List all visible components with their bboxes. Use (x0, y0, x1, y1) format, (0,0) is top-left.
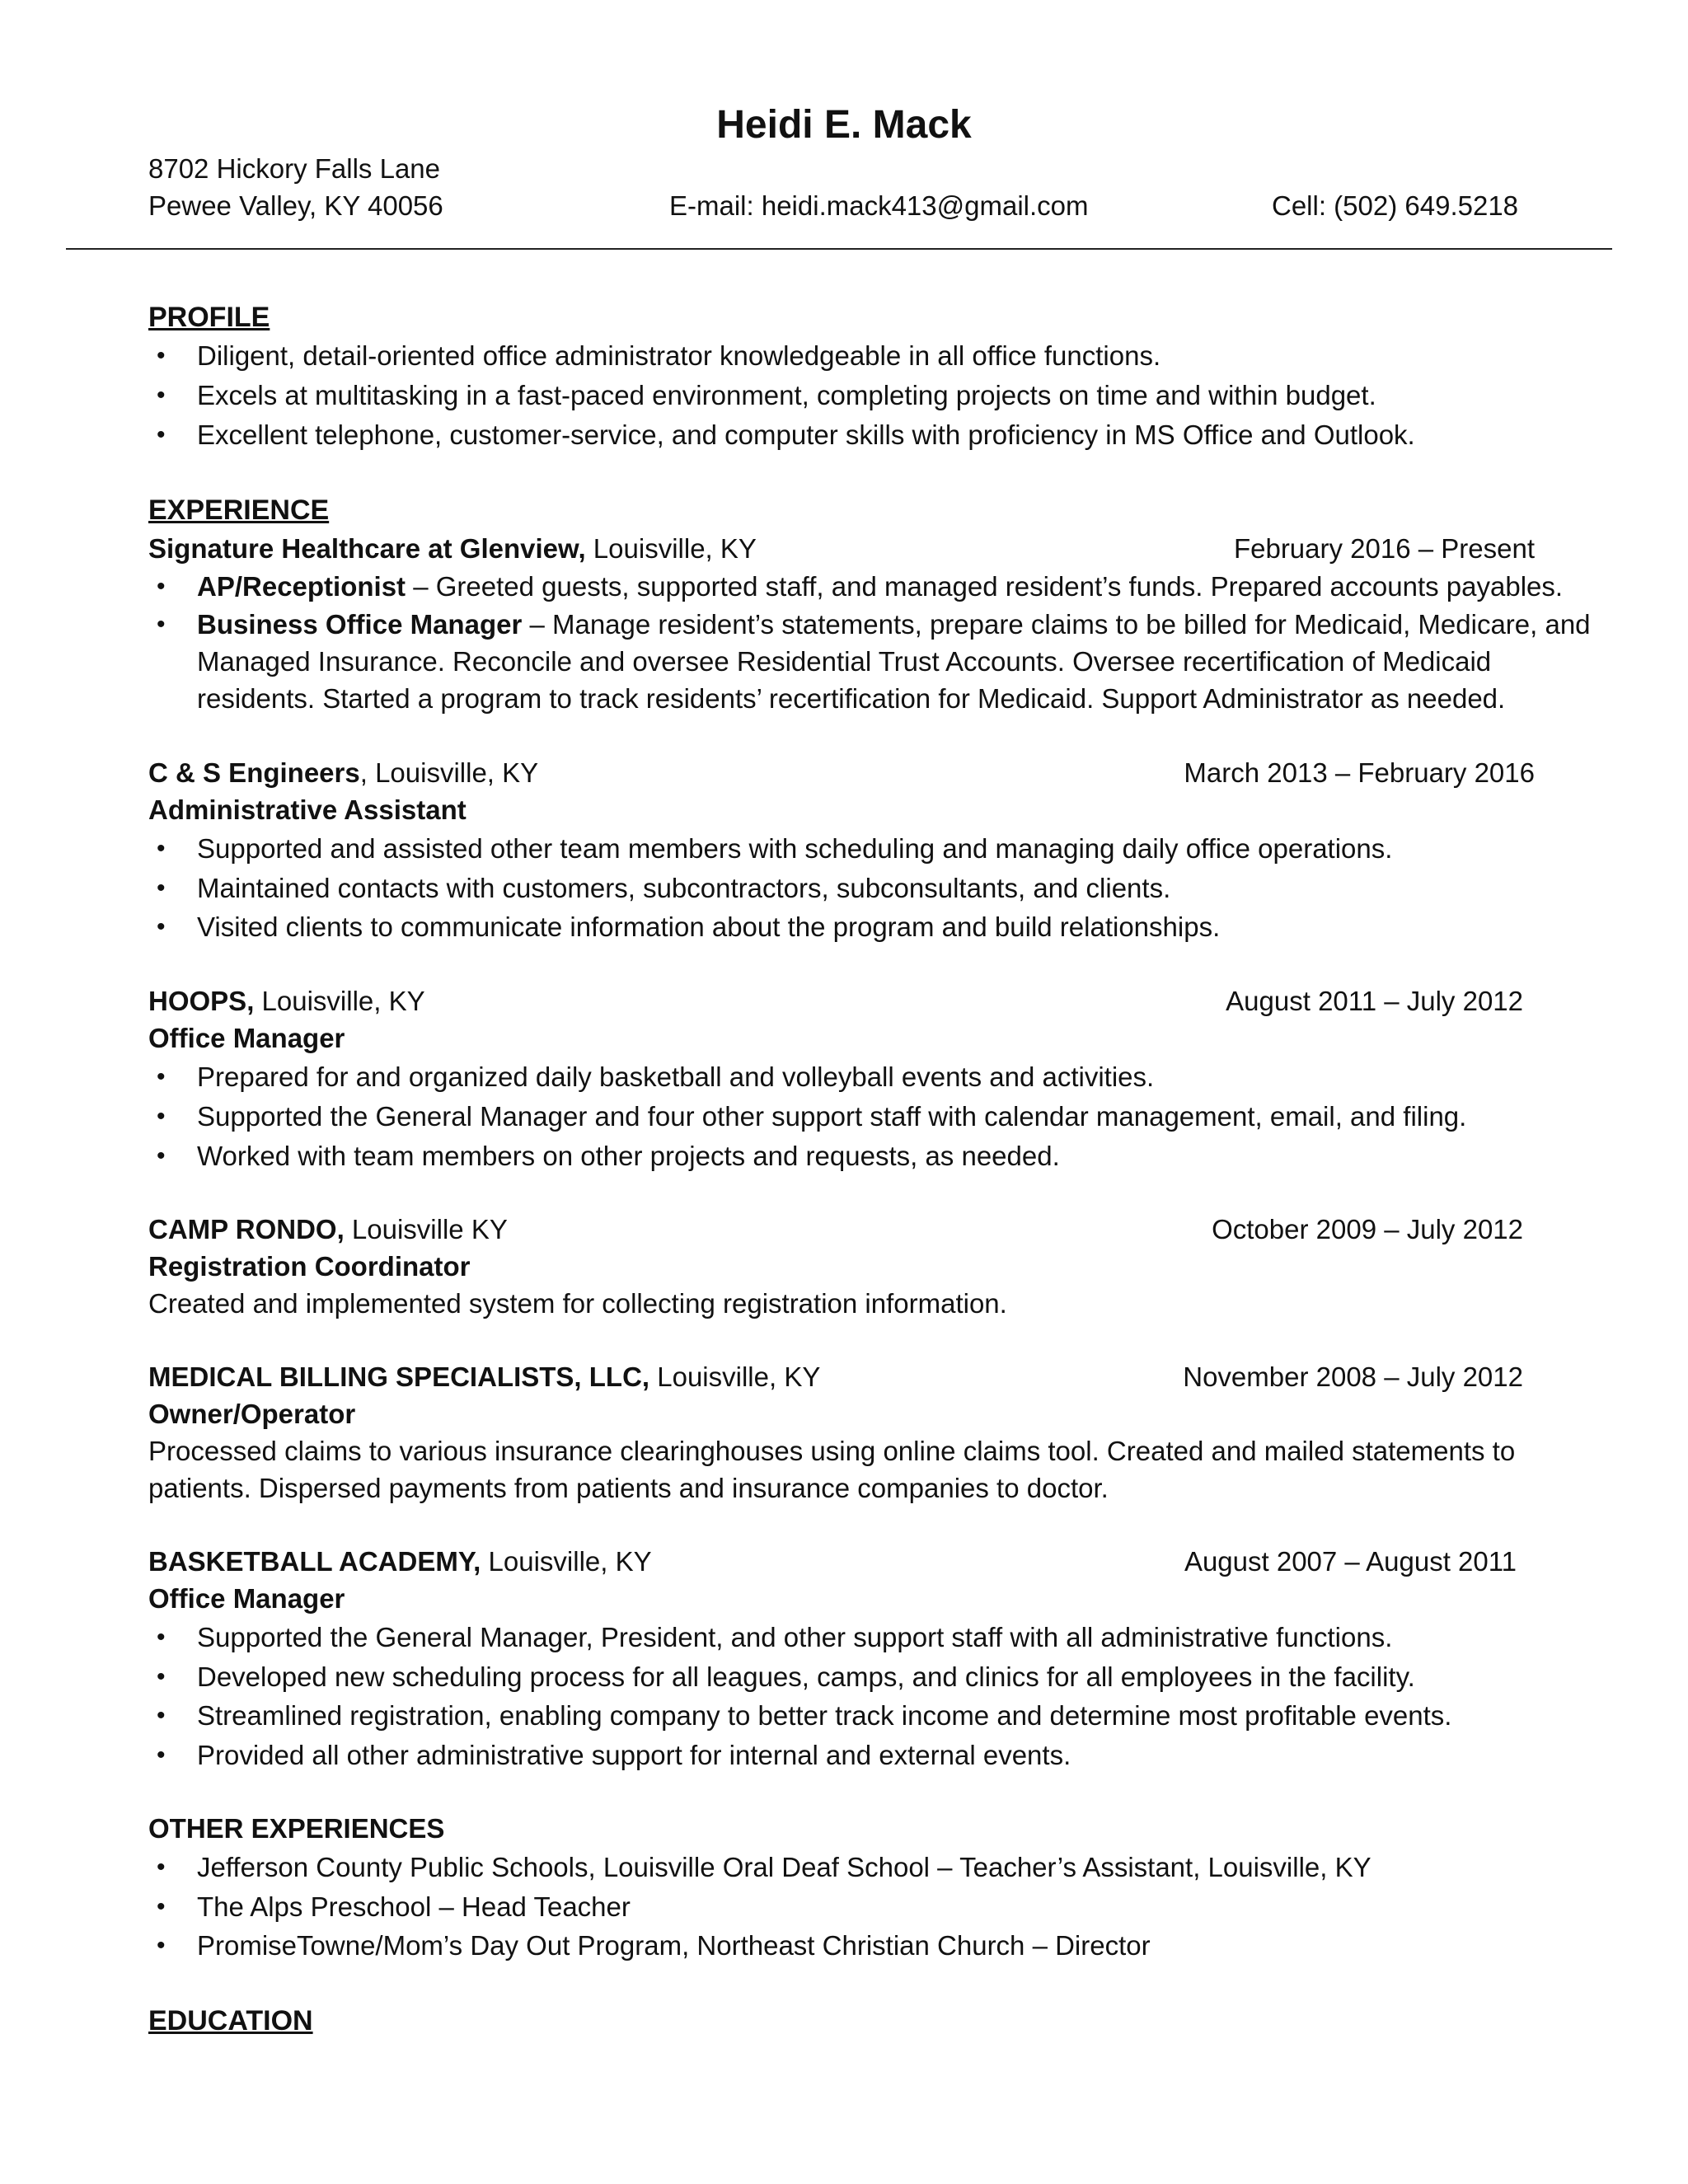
bullet-icon: • (157, 342, 166, 369)
job-header (148, 983, 425, 1019)
job-location: Louisville, KY (481, 1546, 652, 1577)
resume-name: Heidi E. Mack (716, 103, 972, 147)
profile-bullet: Excellent telephone, customer-service, and computer skills with proficiency in MS Office and Outlook. (197, 419, 1415, 450)
job-bullet: Worked with team members on other projects and requests, as needed. (197, 1141, 1060, 1171)
job-description: patients. Dispersed payments from patients and insurance companies to doctor. (148, 1473, 1109, 1503)
other-experience-item: Jefferson County Public Schools, Louisville Oral Deaf School – Teacher’s Assistant, Louisville, KY (197, 1852, 1372, 1882)
other-experiences-heading: OTHER EXPERIENCES (148, 1813, 445, 1844)
job-dates: August 2007 – August 2011 (1184, 1546, 1517, 1577)
job-bullet (197, 607, 1591, 643)
job-title: Administrative Assistant (148, 794, 467, 825)
job-dates: October 2009 – July 2012 (1212, 1214, 1523, 1244)
job-bullet: Prepared for and organized daily basketball and volleyball events and activities. (197, 1062, 1155, 1092)
company-name: HOOPS, (148, 986, 255, 1016)
bullet-icon: • (157, 1142, 166, 1169)
bullet-icon: • (157, 382, 166, 409)
bullet-icon: • (157, 874, 166, 902)
company-name: C & S Engineers (148, 757, 360, 788)
job-bullet: Visited clients to communicate information about the program and build relationships. (197, 912, 1221, 942)
company-name: MEDICAL BILLING SPECIALISTS, LLC, (148, 1361, 650, 1392)
address-line-2: Pewee Valley, KY 40056 (148, 190, 443, 221)
job-dates: November 2008 – July 2012 (1183, 1361, 1523, 1392)
bullet-icon: • (157, 573, 166, 600)
role-description: – Greeted guests, supported staff, and managed resident’s funds. Prepared accounts payables. (406, 571, 1564, 602)
job-bullet: Supported and assisted other team members with scheduling and managing daily office operations. (197, 833, 1393, 864)
job-bullet-continuation: Managed Insurance. Reconcile and oversee Residential Trust Accounts. Oversee recertification of Medicaid (197, 646, 1492, 677)
company-name: CAMP RONDO, (148, 1214, 345, 1244)
company-name: Signature Healthcare at Glenview, (148, 533, 586, 564)
job-bullet: Supported the General Manager, President, and other support staff with all administrative functions. (197, 1622, 1393, 1652)
job-title: Registration Coordinator (148, 1251, 471, 1282)
job-location: , Louisville, KY (359, 757, 539, 788)
profile-heading: PROFILE (148, 302, 270, 333)
other-experience-item: The Alps Preschool – Head Teacher (197, 1891, 631, 1922)
job-header (148, 1212, 508, 1248)
bullet-icon: • (157, 1063, 166, 1090)
bullet-icon: • (157, 1663, 166, 1690)
bullet-icon: • (157, 1854, 166, 1881)
cell-phone-text: Cell: (502) 649.5218 (1272, 190, 1519, 221)
job-bullet-continuation: residents. Started a program to track residents’ recertification for Medicaid. Support Administrator as needed. (197, 683, 1506, 714)
profile-bullet: Diligent, detail-oriented office administrator knowledgeable in all office functions. (197, 340, 1161, 371)
job-location: Louisville, KY (585, 533, 757, 564)
experience-heading: EXPERIENCE (148, 494, 330, 526)
job-location: Louisville, KY (649, 1361, 821, 1392)
job-title: Office Manager (148, 1023, 345, 1053)
bullet-icon: • (157, 835, 166, 862)
job-header (148, 1359, 820, 1395)
role-name: AP/Receptionist (197, 571, 406, 602)
bullet-icon: • (157, 611, 166, 638)
job-location: Louisville KY (344, 1214, 508, 1244)
job-location: Louisville, KY (254, 986, 425, 1016)
bullet-icon: • (157, 1893, 166, 1920)
address-line-1: 8702 Hickory Falls Lane (148, 153, 441, 184)
bullet-icon: • (157, 1932, 166, 1959)
job-dates: August 2011 – July 2012 (1226, 986, 1523, 1016)
job-description: Processed claims to various insurance clearinghouses using online claims tool. Created and mailed statements to (148, 1436, 1516, 1466)
bullet-icon: • (157, 1624, 166, 1651)
job-header (148, 1544, 652, 1580)
role-description: – Manage resident’s statements, prepare claims to be billed for Medicaid, Medicare, and (522, 609, 1591, 640)
bullet-icon: • (157, 913, 166, 940)
job-header (148, 755, 538, 791)
job-bullet: Maintained contacts with customers, subcontractors, subconsultants, and clients. (197, 873, 1171, 903)
job-title: Office Manager (148, 1583, 345, 1614)
role-name: Business Office Manager (197, 609, 523, 640)
profile-bullet: Excels at multitasking in a fast-paced environment, completing projects on time and within budget. (197, 380, 1376, 410)
job-header (148, 531, 757, 567)
bullet-icon: • (157, 1103, 166, 1130)
email-text: E-mail: heidi.mack413@gmail.com (669, 190, 1089, 221)
job-title: Owner/Operator (148, 1399, 356, 1429)
education-heading: EDUCATION (148, 2005, 313, 2036)
job-bullet: Provided all other administrative support for internal and external events. (197, 1740, 1071, 1770)
header-divider (66, 248, 1612, 250)
job-dates: February 2016 – Present (1233, 533, 1535, 564)
bullet-icon: • (157, 421, 166, 448)
job-bullet: Developed new scheduling process for all leagues, camps, and clinics for all employees in the facility. (197, 1661, 1415, 1692)
job-dates: March 2013 – February 2016 (1184, 757, 1535, 788)
other-experience-item: PromiseTowne/Mom’s Day Out Program, Northeast Christian Church – Director (197, 1930, 1151, 1961)
bullet-icon: • (157, 1702, 166, 1729)
job-bullet (197, 569, 1563, 605)
company-name: BASKETBALL ACADEMY, (148, 1546, 481, 1577)
job-description: Created and implemented system for collecting registration information. (148, 1288, 1007, 1319)
bullet-icon: • (157, 1741, 166, 1769)
job-bullet: Streamlined registration, enabling company to better track income and determine most profitable events. (197, 1700, 1452, 1731)
job-bullet: Supported the General Manager and four other support staff with calendar management, email, and filing. (197, 1101, 1467, 1132)
